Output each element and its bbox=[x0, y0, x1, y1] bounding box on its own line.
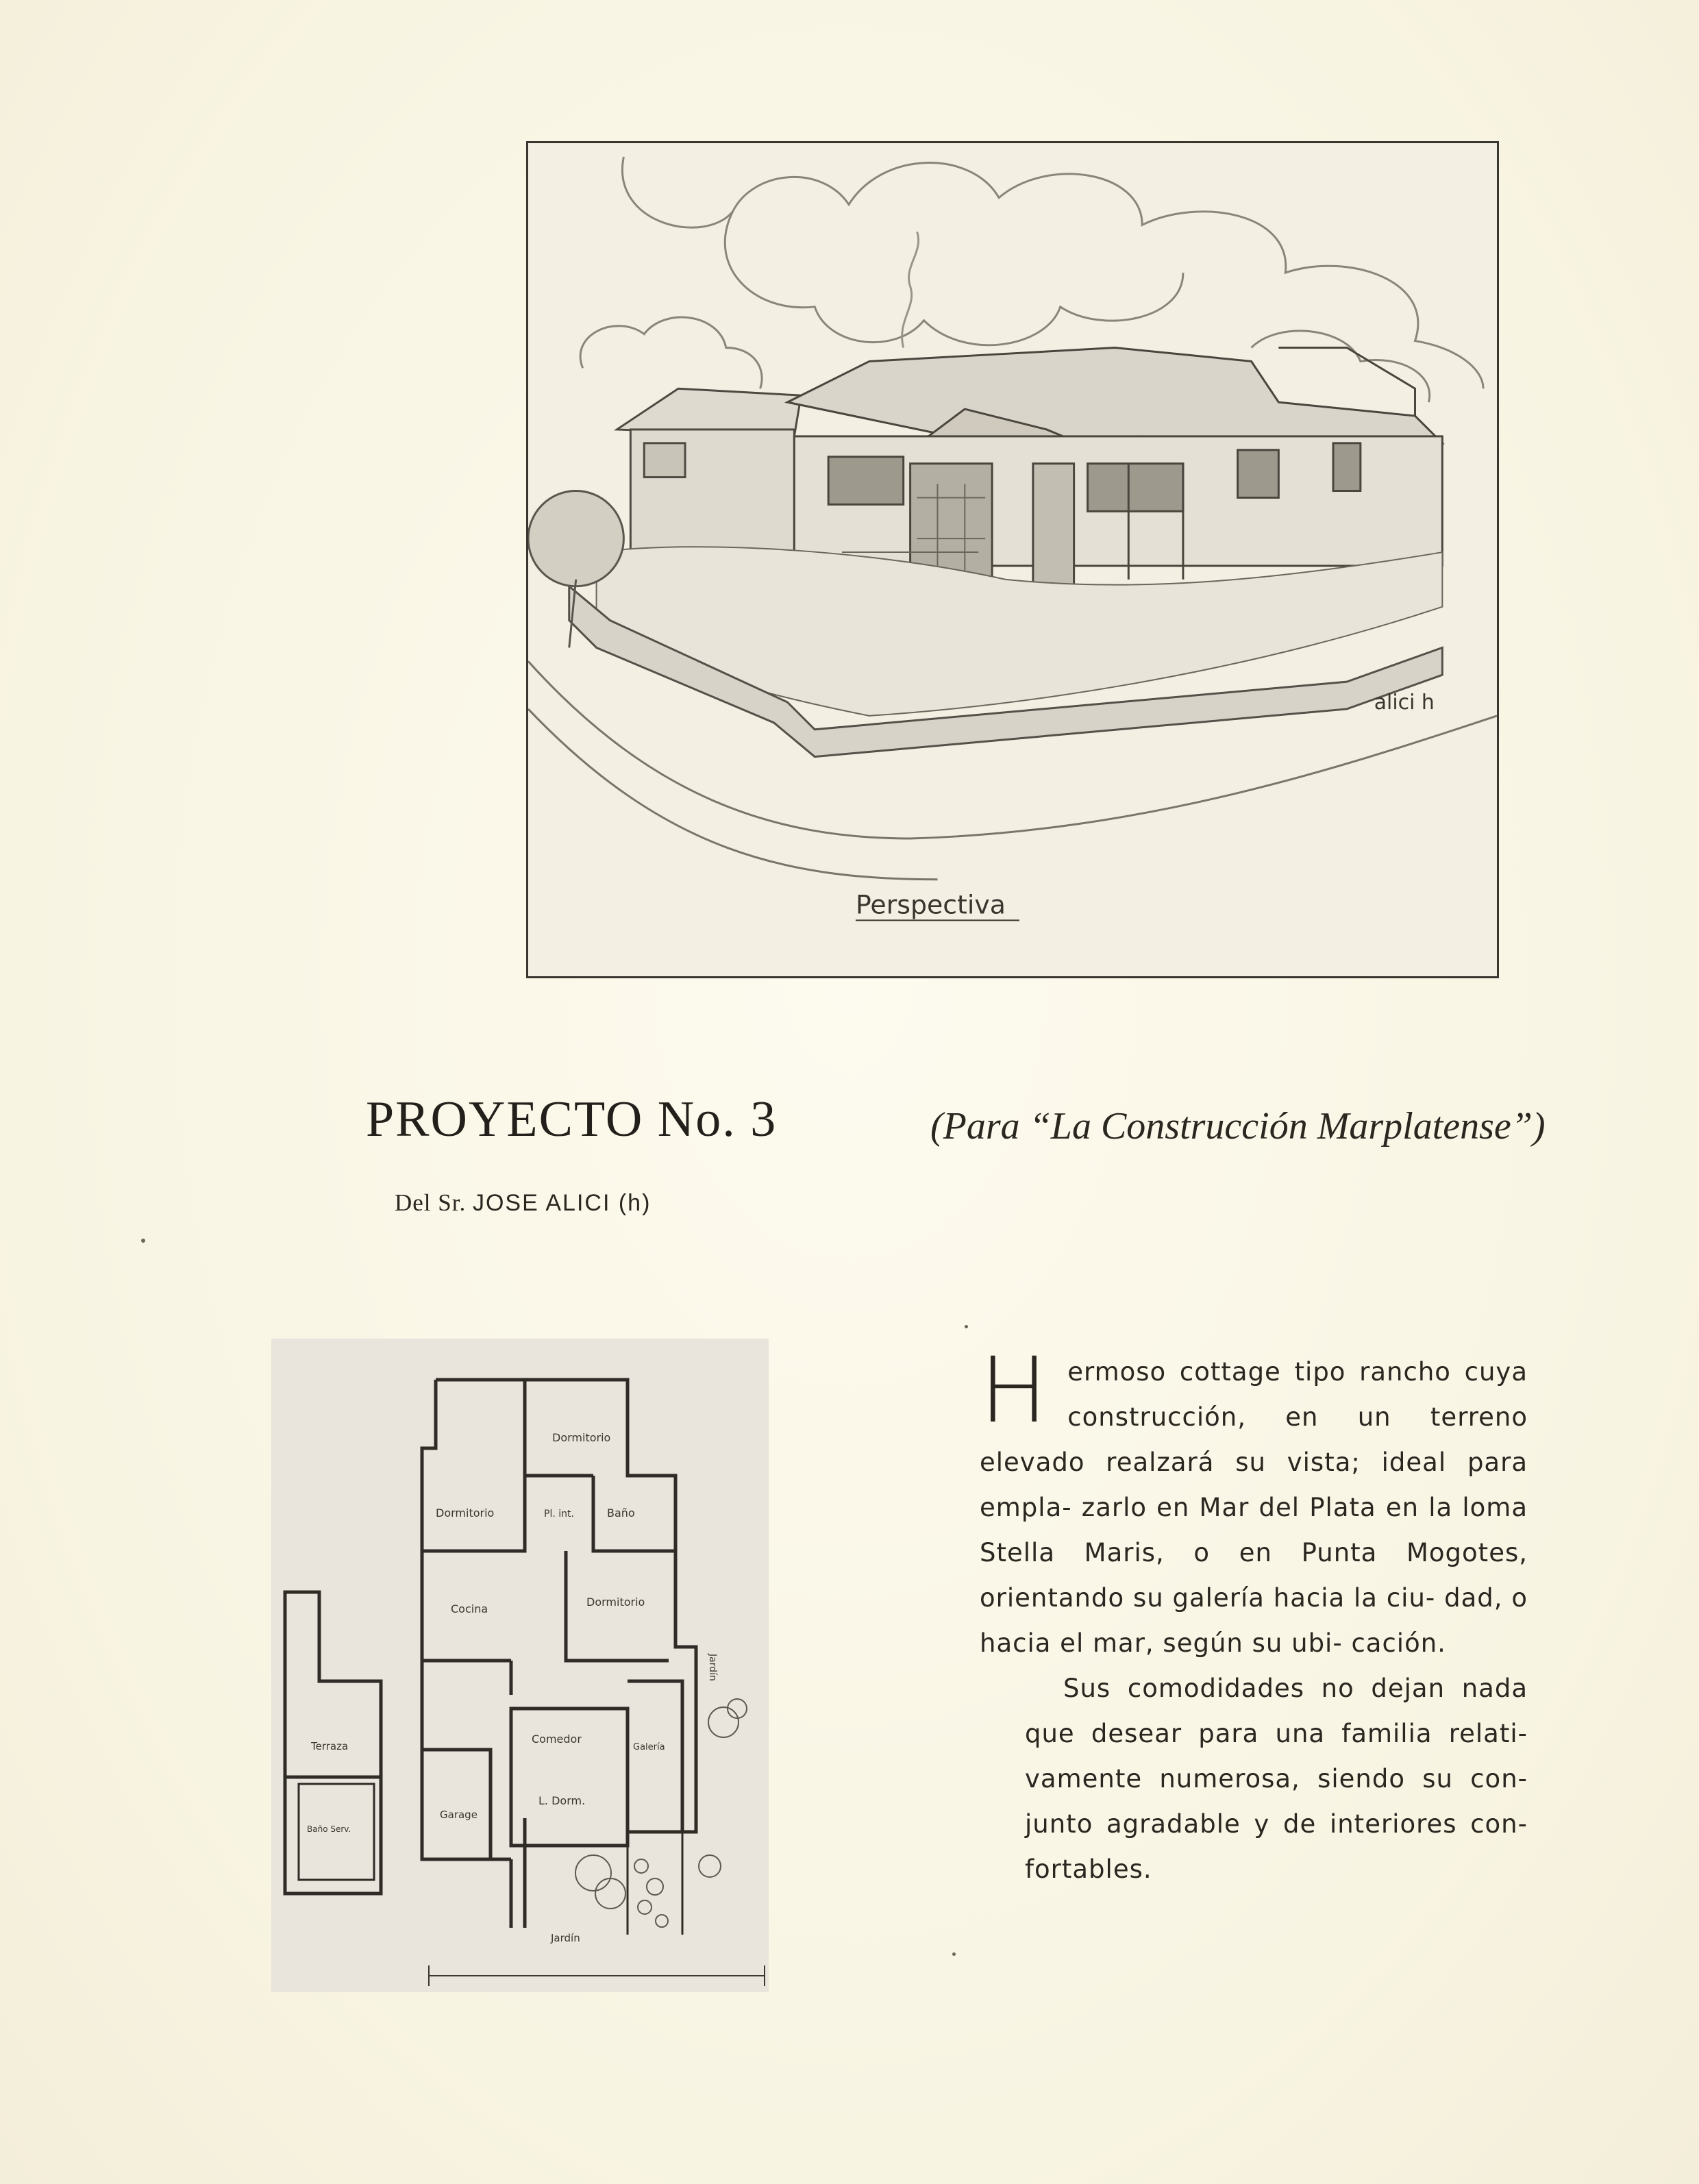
plan-label-jardin-bottom: Jardín bbox=[551, 1932, 580, 1944]
plan-label-dormitorio-left: Dormitorio bbox=[436, 1506, 495, 1519]
plan-label-terraza: Terraza bbox=[311, 1740, 349, 1752]
left-wing-sketch bbox=[617, 388, 801, 559]
plan-label-galeria: Galería bbox=[633, 1742, 665, 1752]
perspective-drawing bbox=[526, 141, 1499, 978]
paper-speck bbox=[952, 1952, 956, 1956]
plan-label-bano-serv: Baño Serv. bbox=[307, 1824, 351, 1834]
plan-label-comedor: Comedor bbox=[532, 1733, 582, 1746]
plan-label-dormitorio-top: Dormitorio bbox=[552, 1431, 611, 1444]
floor-plan bbox=[271, 1339, 769, 1992]
description-paragraph-1 bbox=[980, 1338, 1528, 1666]
description-text bbox=[980, 1338, 1528, 1892]
plan-label-cocina: Cocina bbox=[451, 1602, 488, 1615]
author-line bbox=[395, 1189, 651, 1217]
plan-label-living: L. Dorm. bbox=[538, 1794, 586, 1807]
perspective-caption: Perspectiva bbox=[855, 889, 1006, 920]
plan-label-dormitorio-right: Dormitorio bbox=[586, 1596, 645, 1609]
description-paragraph-2: Sus comodidades no dejan nada que desear para una familia relati- vamente numerosa, siendo su con- junto agradable y de interiores con- fortables. bbox=[1025, 1674, 1528, 1884]
plan-walls bbox=[285, 1380, 696, 1935]
project-subtitle: (Para “La Construcción Marplatense”) bbox=[930, 1105, 1546, 1147]
floor-plan-drawing bbox=[271, 1339, 769, 1992]
house-sketch bbox=[528, 143, 1497, 976]
author-prefix: Del Sr. bbox=[395, 1189, 467, 1216]
paper-speck bbox=[965, 1325, 968, 1328]
author-name: JOSE ALICI (h) bbox=[472, 1190, 652, 1216]
artist-signature: alici h bbox=[1374, 690, 1435, 715]
paragraph-1-body: ermoso cottage tipo rancho cuya construcción, en un terreno elevado realzará su vista; ideal para empla- zarlo en Mar del Plata en la loma Stella Maris, o en Punta Mogotes, orientando su galería hacia la ciu- dad, o hacia el mar, según su ubi- cación. bbox=[980, 1357, 1528, 1658]
project-title: PROYECTO No. 3 bbox=[366, 1091, 778, 1147]
plan-label-garage: Garage bbox=[440, 1809, 478, 1821]
plan-label-jardin-right: Jardín bbox=[707, 1654, 718, 1681]
dropcap: H bbox=[980, 1338, 1049, 1443]
paper-speck bbox=[141, 1239, 145, 1243]
plan-label-bano: Baño bbox=[607, 1506, 635, 1519]
plan-label-placard: Pl. int. bbox=[544, 1509, 574, 1519]
